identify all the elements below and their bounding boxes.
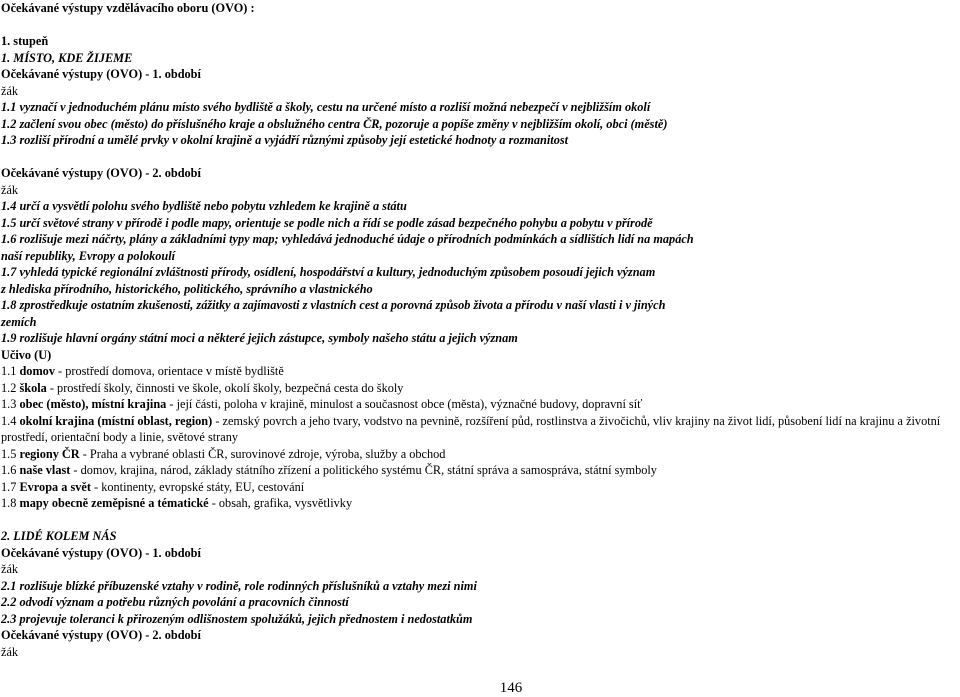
outcome-item: 1.3 rozliší přírodní a umělé prvky v okolní krajině a vyjádří různými způsoby její estetické hodnoty a rozmanitost: [1, 133, 569, 147]
curriculum-term: obec (město), místní krajina: [19, 397, 167, 411]
outcome-item: 1.7 vyhledá typické regionální zvláštnosti přírody, osídlení, hospodářství a kultury, jednoduchým způsobem posoudí jejich význam: [1, 265, 656, 279]
document-page: [1, 0, 959, 660]
outcome-item-continued: zemích: [1, 314, 37, 329]
curriculum-number: 1.4: [1, 413, 20, 428]
outcome-item: 1.6 rozlišuje mezi náčrty, plány a základními typy map; vyhledává jednoduché údaje o přírodních podmínkách a sídlištích lidí na mapách: [1, 232, 694, 246]
pupil-label: žák: [1, 644, 19, 659]
pupil-label: žák: [1, 182, 19, 197]
curriculum-number: 1.7: [1, 479, 20, 494]
outcome-item: 1.8 zprostředkuje ostatním zkušenosti, zážitky a zajímavosti z vlastních cest a porovná způsob života a přírodu v naší vlasti i v jiných: [1, 298, 666, 312]
pupil-label: žák: [1, 562, 19, 576]
curriculum-description: - domov, krajina, národ, základy státního zřízení a politického systému ČR, státní správa a samospráva, státní symboly: [70, 463, 657, 477]
curriculum-description: - její části, poloha v krajině, minulost a současnost obce (města), význačné budovy, dopravní síť: [166, 397, 643, 411]
outcome-item-continued: naší republiky, Evropy a polokoulí: [1, 248, 176, 263]
outcome-item: 1.1 vyznačí v jednoduchém plánu místo svého bydliště a školy, cestu na určené místo a rozliší možná nebezpečí v nejbližším okolí: [1, 100, 651, 114]
curriculum-item: [1, 462, 959, 479]
curriculum-term: Evropa a svět: [19, 479, 91, 494]
curriculum-item: [1, 396, 959, 413]
curriculum-term: naše vlast: [19, 463, 71, 477]
outcome-item: 1.2 začlení svou obec (město) do příslušného kraje a obslužného centra ČR, pozoruje a popíše změny v nejbližším okolí, obci (městě): [1, 116, 668, 131]
curriculum-description: - zemský povrch a jeho tvary, vodstvo na pevnině, rozšíření půd, rostlinstva a živočichů, vliv krajiny na život lidí, působení lidí na krajinu a životní prostředí, orientační body a linie, světové strany: [1, 413, 941, 444]
curriculum-number: 1.1: [1, 364, 20, 378]
curriculum-number: 1.6: [1, 463, 20, 477]
spacer: [1, 512, 959, 529]
curriculum-item: [1, 380, 959, 397]
curriculum-item: [1, 413, 959, 446]
topic-heading: 2. LIDÉ KOLEM NÁS: [1, 529, 117, 543]
curriculum-number: 1.3: [1, 397, 20, 411]
curriculum-term: mapy obecně zeměpisné a tématické: [19, 496, 209, 510]
curriculum-number: 1.5: [1, 446, 20, 461]
curriculum-description: - Praha a vybrané oblasti ČR, surovinové zdroje, výroba, služby a obchod: [79, 446, 446, 461]
curriculum-term: domov: [19, 364, 55, 378]
curriculum-description: - obsah, grafika, vysvětlivky: [208, 496, 353, 510]
outcomes-heading-period-2: Očekávané výstupy (OVO) - 2. období: [1, 166, 201, 180]
curriculum-term: škola: [19, 380, 47, 395]
outcome-item: 2.2 odvodí význam a potřebu různých povolání a pracovních činností: [1, 595, 349, 609]
outcome-item: 1.9 rozlišuje hlavní orgány státní moci a některé jejich zástupce, symboly našeho státu a jejich význam: [1, 331, 518, 345]
spacer: [1, 17, 959, 34]
curriculum-term: okolní krajina (místní oblast, region): [19, 413, 213, 428]
pupil-label: žák: [1, 83, 19, 98]
document-title: Očekávané výstupy vzdělávacího oboru (OVO) :: [1, 1, 255, 15]
outcome-item: 2.3 projevuje toleranci k přirozeným odlišnostem spolužáků, jejich přednostem i nedostatkům: [1, 611, 473, 626]
outcome-item-continued: z hlediska přírodního, historického, politického, správního a vlastnického: [1, 281, 373, 296]
outcomes-heading-period-1: Očekávané výstupy (OVO) - 1. období: [1, 545, 201, 560]
page-number: 146: [499, 680, 523, 696]
outcome-item: 1.5 určí světové strany v přírodě i podle mapy, orientuje se podle nich a řídí se podle zásad bezpečného pohybu a pobytu v přírodě: [1, 215, 653, 230]
outcomes-heading-period-2: Očekávané výstupy (OVO) - 2. období: [1, 628, 201, 642]
curriculum-item: [1, 479, 959, 496]
curriculum-description: - prostředí školy, činnosti ve škole, okolí školy, bezpečná cesta do školy: [46, 380, 404, 395]
curriculum-description: - kontinenty, evropské státy, EU, cestování: [90, 479, 305, 494]
outcome-item: 2.1 rozlišuje blízké příbuzenské vztahy v rodině, role rodinných příslušníků a vztahy mezi nimi: [1, 578, 477, 593]
curriculum-number: 1.8: [1, 496, 20, 510]
outcomes-heading-period-1: Očekávané výstupy (OVO) - 1. období: [1, 67, 201, 81]
curriculum-number: 1.2: [1, 380, 20, 395]
curriculum-item: [1, 446, 959, 463]
curriculum-item: [1, 363, 959, 380]
outcome-item: 1.4 určí a vysvětlí polohu svého bydliště nebo pobytu vzhledem ke krajině a státu: [1, 199, 407, 213]
curriculum-description: - prostředí domova, orientace v místě bydliště: [54, 364, 284, 378]
spacer: [1, 149, 959, 166]
topic-heading: 1. MÍSTO, KDE ŽIJEME: [1, 50, 133, 65]
curriculum-item: [1, 495, 959, 512]
curriculum-heading: Učivo (U): [1, 347, 52, 362]
curriculum-term: regiony ČR: [19, 446, 80, 461]
grade-label: 1. stupeň: [1, 34, 49, 48]
